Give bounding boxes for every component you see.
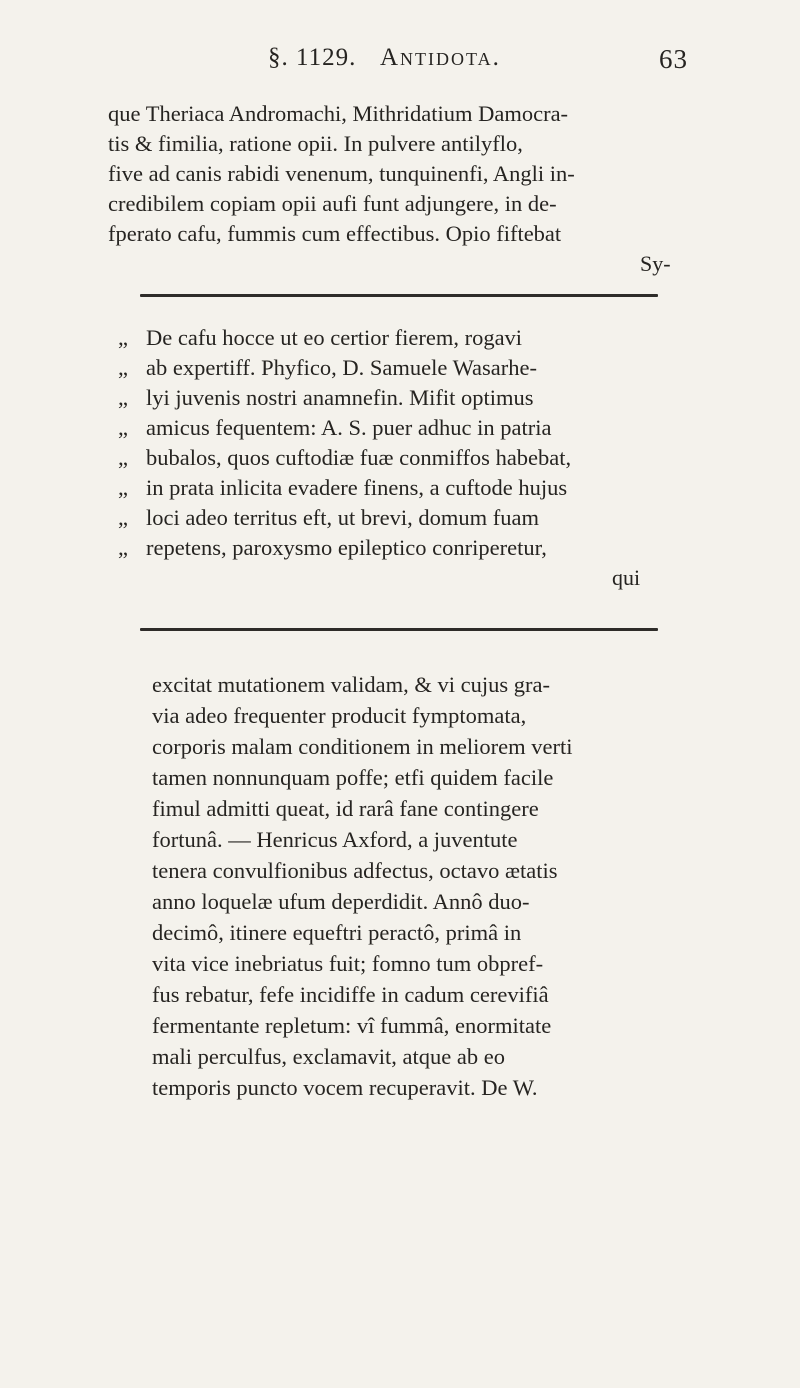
text-line: tis & fimilia, ratione opii. In pulvere antilyflo,	[108, 131, 523, 156]
quote-line: „ loci adeo territus eft, ut brevi, domum fuam	[118, 505, 540, 530]
text-line: fperato cafu, fummis cum effectibus. Opio fiftebat	[108, 221, 562, 246]
quote-line: „ lyi juvenis nostri anamnefin. Mifit optimus	[118, 385, 534, 410]
text-line: tenera convulfionibus adfectus, octavo ætatis	[152, 858, 558, 883]
divider-rule	[140, 628, 658, 631]
catchword: Sy-	[640, 251, 671, 276]
section-number: §. 1129.	[268, 44, 357, 71]
text-line: que Theriaca Andromachi, Mithridatium Damocra-	[108, 101, 569, 126]
text-line: temporis puncto vocem recuperavit. De W.	[152, 1075, 538, 1100]
quote-line: „ in prata inlicita evadere finens, a cuftode hujus	[118, 475, 568, 500]
catchword: qui	[612, 565, 641, 590]
running-header	[268, 44, 688, 84]
divider-rule	[140, 294, 658, 297]
quote-line: „ repetens, paroxysmo epileptico conriperetur,	[118, 535, 547, 560]
text-line: fimul admitti queat, id rarâ fane contingere	[152, 796, 539, 821]
text-line: decimô, itinere equeftri peractô, primâ in	[152, 920, 522, 945]
text-line: via adeo frequenter producit fymptomata,	[152, 703, 527, 728]
text-line: excitat mutationem validam, & vi cujus gra-	[152, 672, 551, 697]
text-line: corporis malam conditionem in meliorem verti	[152, 734, 573, 759]
text-line: fortunâ. — Henricus Axford, a juventute	[152, 827, 518, 852]
text-line: fermentante repletum: vî fummâ, enormitate	[152, 1013, 552, 1038]
text-line: anno loquelæ ufum deperdidit. Annô duo-	[152, 889, 530, 914]
running-title: Antidota.	[380, 44, 501, 71]
quote-line: „ bubalos, quos cuftodiæ fuæ conmiffos habebat,	[118, 445, 572, 470]
page-number: 63	[659, 44, 688, 74]
text-line: credibilem copiam opii aufi funt adjungere, in de-	[108, 191, 557, 216]
quote-line: „ ab expertiff. Phyfico, D. Samuele Wasarhe-	[118, 355, 537, 380]
quote-line: „ De cafu hocce ut eo certior fierem, rogavi	[118, 325, 523, 350]
text-line: five ad canis rabidi venenum, tunquinenfi, Angli in-	[108, 161, 575, 186]
text-line: mali perculfus, exclamavit, atque ab eo	[152, 1044, 505, 1069]
text-line: vita vice inebriatus fuit; fomno tum obpref-	[152, 951, 544, 976]
text-line: fus rebatur, fefe incidiffe in cadum cerevifiâ	[152, 982, 549, 1007]
text-line: tamen nonnunquam poffe; etfi quidem facile	[152, 765, 554, 790]
quote-line: „ amicus fequentem: A. S. puer adhuc in patria	[118, 415, 552, 440]
